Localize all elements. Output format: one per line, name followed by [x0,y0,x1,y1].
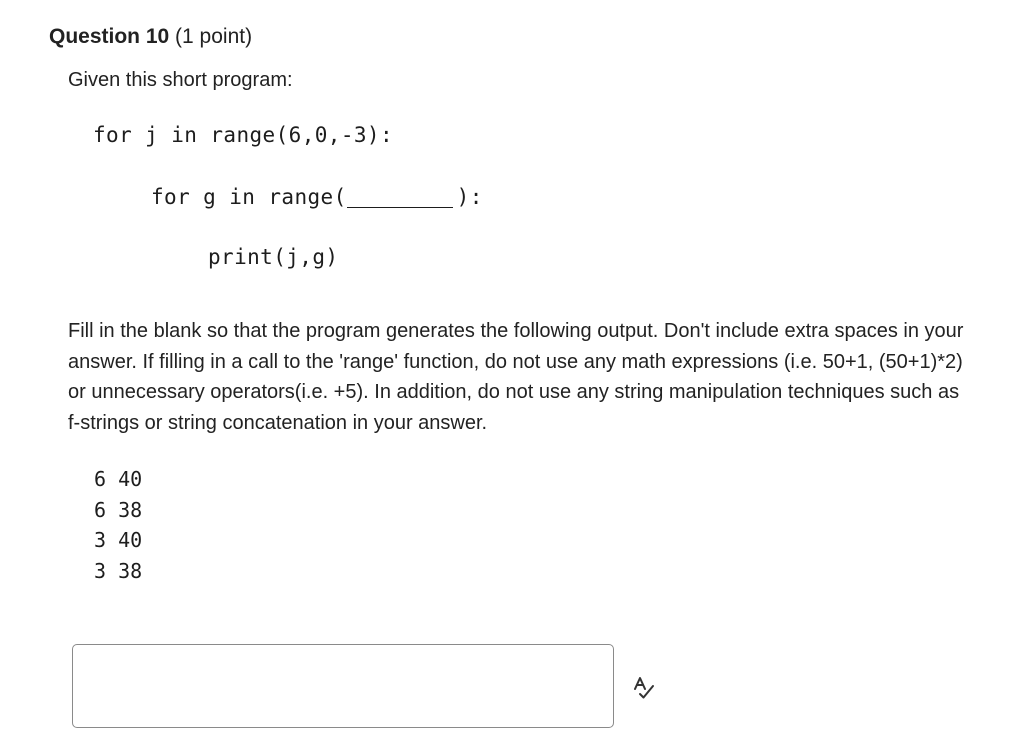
code-line-outer-loop: for j in range(6,0,-3): [93,123,393,147]
output-line: 6 40 [94,467,143,491]
code-inner-loop-suffix: ): [456,185,483,209]
answer-input[interactable] [72,644,614,728]
question-title [49,24,252,50]
code-line-print: print(j,g) [208,245,339,269]
expected-output [94,464,142,586]
question-number: Question 10 [49,25,170,48]
question-prompt: Given this short program: [68,69,293,91]
output-line: 6 38 [94,497,143,522]
question-points: (1 point) [175,25,253,48]
fill-in-blank [347,189,453,208]
output-line: 3 40 [94,528,143,552]
output-line: 3 38 [94,558,143,583]
code-inner-loop-prefix: for g in range( [151,185,347,209]
spellcheck-icon[interactable] [631,675,657,701]
instructions-text: Fill in the blank so that the program generates the following output. Don't include extra spaces in your answer. If filling in a call to the 'range' function, do not use any math expressions (i.e. 50+1, (50+1)*2) or unnecessary operators(i.e. +5). In addition, do not use any string manipulation techniques such as f-strings or string concatenation in your answer. [68,320,964,434]
code-line-inner-loop [151,184,483,210]
